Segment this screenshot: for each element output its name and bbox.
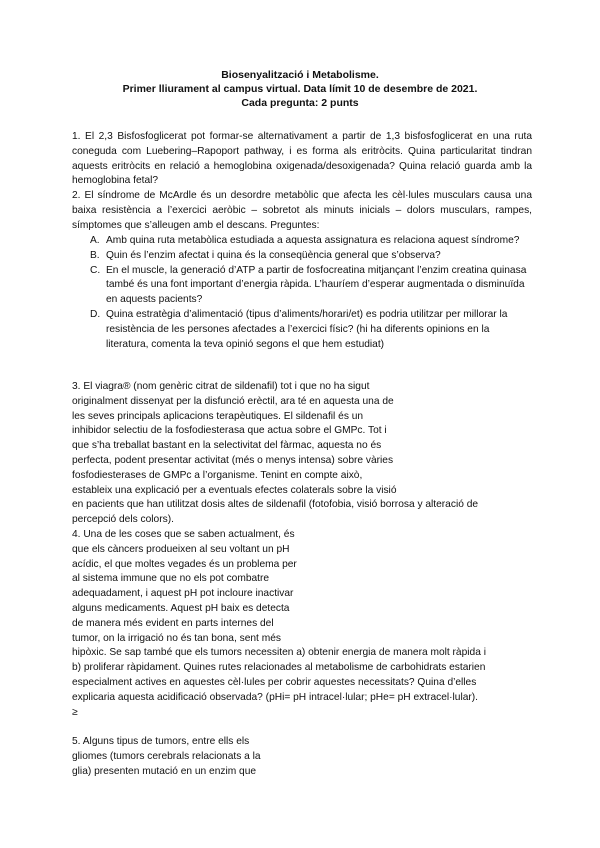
document-header	[60, 68, 540, 110]
list-item	[72, 264, 532, 308]
list-item	[72, 249, 532, 264]
text-line: b) proliferar ràpidament. Quines rutes relacionades al metabolisme de carbohidrats estarien	[72, 662, 486, 674]
question-2-intro: 2. El síndrome de McArdle és un desordre metabòlic que afecta les cèl·lules musculars causa una baixa resistència a l’exercici aeròbic – sobretot als minuts inicials – dolors musculars, rampes, símptomes que s’alleugen amb el descans. Preguntes:	[72, 190, 532, 231]
text-line: de manera més evident en parts internes del	[72, 617, 274, 629]
text-line: acídic, el que moltes vegades és un problema per	[72, 558, 297, 570]
list-item	[72, 234, 532, 249]
text-line: 4. Una de les coses que se saben actualment, és	[72, 529, 295, 540]
text-line: que els càncers produeixen al seu voltant un pH	[72, 543, 290, 555]
question-1: 1. El 2,3 Bisfosfoglicerat pot formar-se alternativament a partir de 1,3 bisfosfoglicerat en una ruta coneguda com Luebering–Rapoport pathway, i es forma als eritròcits. Quina particularitat tindran aquests eritròcits en relació a hemoglobina oxigenada/desoxigenada? Quina relació guarda amb la hemoglobina fetal?	[72, 131, 532, 187]
text-line: originalment dissenyat per la disfunció erèctil, ara té en aquesta una de	[72, 395, 394, 407]
text-line: al sistema immune que no els pot combatre	[72, 573, 270, 585]
text-line: percepció dels colors).	[72, 514, 174, 526]
text-line: que s’ha treballat bastant en la selectivitat del fàrmac, aquesta no és	[72, 440, 382, 452]
question-4	[72, 528, 532, 720]
text-line: alguns medicaments. Aquest pH baix es detecta	[72, 602, 290, 614]
list-marker: C.	[90, 264, 101, 276]
question-2-subquestions	[72, 234, 532, 352]
text-line: 5. Alguns tipus de tumors, entre ells els	[72, 736, 250, 747]
text-line: explicaria aquesta acidificació observada? (pHi= pH intracel·lular; pHe= pH extracel·lular).	[72, 691, 478, 703]
text-line: tumor, on la irrigació no és tan bona, sent més	[72, 632, 281, 644]
text-line: inhibidor selectiu de la fosfodiesterasa que actua sobre el GMPc. Tot i	[72, 425, 387, 437]
text-line: glia) presenten mutació en un enzim que	[72, 765, 257, 777]
text-line: ≥	[72, 706, 78, 718]
text-line: en pacients que han utilitzat dosis altes de sildenafil (fotofobia, visió borrosa y alteració de	[72, 499, 479, 511]
question-3	[72, 380, 532, 528]
text-line: especialment actives en aquestes cèl·lules per cobrir aquestes necessitats? Quina d’elles	[72, 676, 477, 688]
text-line: perfecta, podent presentar activitat (més o menys intensa) sobre vàries	[72, 454, 394, 466]
list-item-text: Quin és l’enzim afectat i quina és la conseqüència general que s’observa?	[106, 249, 441, 261]
text-line: estableix una explicació per a eventuals efectes colaterals sobre la visió	[72, 484, 397, 496]
header-points: Cada pregunta: 2 punts	[241, 97, 359, 109]
text-line: adequadament, i aquest pH pot incloure inactivar	[72, 588, 294, 600]
list-item-text: En el muscle, la generació d’ATP a partir de fosfocreatina mitjançant l’enzim creatina quinasa també és una font important d’energia ràpida. L’hauríem d’esperar augmentada o disminuïda en aquests pacients?	[106, 264, 527, 306]
text-line: hipòxic. Se sap també que els tumors necessiten a) obtenir energia de manera molt ràpida i	[72, 647, 486, 659]
list-marker: D.	[90, 308, 101, 320]
question-5	[72, 735, 532, 779]
text-line: gliomes (tumors cerebrals relacionats a la	[72, 750, 261, 762]
text-line: fosfodiesterases de GMPc a l’organisme. Tenint en compte això,	[72, 469, 363, 481]
list-item-text: Quina estratègia d’alimentació (tipus d’aliments/horari/et) es podria utilitzar per millorar la resistència de les persones afectades a l’exercici físic? (hi ha diferents opinions en la literatura, comenta la teva opinió segons el que hem estudiat)	[106, 308, 508, 350]
header-title: Biosenyalització i Metabolisme.	[221, 69, 379, 81]
list-item	[72, 308, 532, 352]
list-marker: B.	[90, 249, 100, 261]
list-item-text: Amb quina ruta metabòlica estudiada a aquesta assignatura es relaciona aquest síndrome?	[106, 235, 520, 246]
list-marker: A.	[90, 235, 100, 246]
header-subtitle: Primer lliurament al campus virtual. Data límit 10 de desembre de 2021.	[122, 83, 478, 95]
text-line: 3. El viagra® (nom genèric citrat de sildenafil) tot i que no ha sigut	[72, 381, 370, 392]
text-line: les seves principals aplicacions terapèutiques. El sildenafil és un	[72, 410, 364, 422]
